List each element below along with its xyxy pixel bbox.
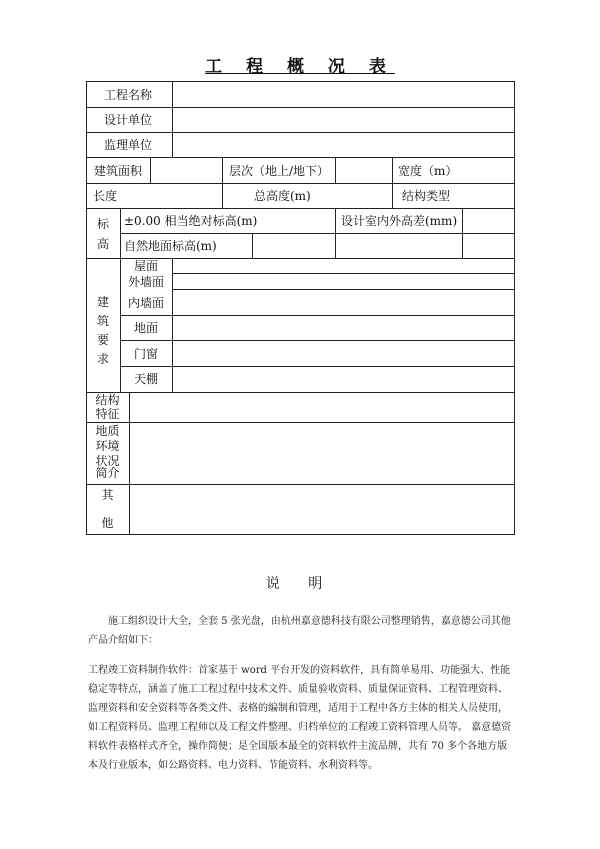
label-length: 长度: [93, 189, 118, 203]
label-structure-features: 结构 特征: [95, 393, 120, 421]
page-title: 工 程 概 况 表: [205, 57, 395, 77]
label-building-area: 建筑面积: [94, 164, 143, 178]
label-building-requirements: 建 筑 要 求: [96, 295, 109, 366]
label-other: 其 他: [101, 488, 114, 530]
label-natural-ground: 自然地面标高(m): [124, 239, 217, 253]
label-indoor-outdoor-diff: 设计室内外高差(mm): [341, 214, 458, 228]
label-interior-wall: 内墙面: [127, 296, 164, 310]
label-roof: 屋面: [133, 259, 158, 273]
label-floors: 层次（地上/地下）: [229, 164, 330, 178]
label-exterior-wall: 外墙面: [127, 275, 164, 289]
label-zero-elevation: ±0.00 相当绝对标高(m): [124, 214, 258, 228]
label-project-name: 工程名称: [104, 88, 153, 102]
label-ceiling: 天棚: [133, 372, 158, 386]
note-intro: 施工组织设计大全，全套 5 张光盘，由杭州嘉意德科技有限公司整理销售，嘉意德公司其他产品介绍如下：: [88, 616, 511, 646]
label-doors-windows: 门窗: [133, 347, 158, 361]
label-elevation: 标 高: [96, 217, 109, 251]
label-total-height: 总高度(m): [254, 189, 311, 203]
note-heading: 说 明: [265, 576, 335, 592]
label-geology: 地质 环境 状况 简介: [95, 424, 120, 480]
note-product: 工程竣工资料制作软件：首家基于 word 平台开发的资料软件，具有简单易用、功能强大、性能稳定等特点，涵盖了施工工程过程中技术文件、质量验收资料、质量保证资料、工程管理资料、监理资料和安全资料等各类文件、表格的编制和管理，适用于工程中各方主体的相关人员使用，如工程资料员、监理工程师以及工程文件整理、归档单位的工程竣工资料管理人员等。 嘉意德资料软件表格样式齐全，操作简便；是全国版本最全的资料软件主流品牌，共有 70 多个各地方版本及行业版本，如公路资料、电力资料、节能资料、水利资料等。: [88, 665, 512, 771]
label-design-unit: 设计单位: [104, 113, 153, 127]
label-floor: 地面: [133, 321, 158, 335]
label-structure-type: 结构类型: [402, 189, 451, 203]
label-width: 宽度（m）: [398, 164, 458, 178]
label-supervision-unit: 监理单位: [104, 138, 153, 152]
